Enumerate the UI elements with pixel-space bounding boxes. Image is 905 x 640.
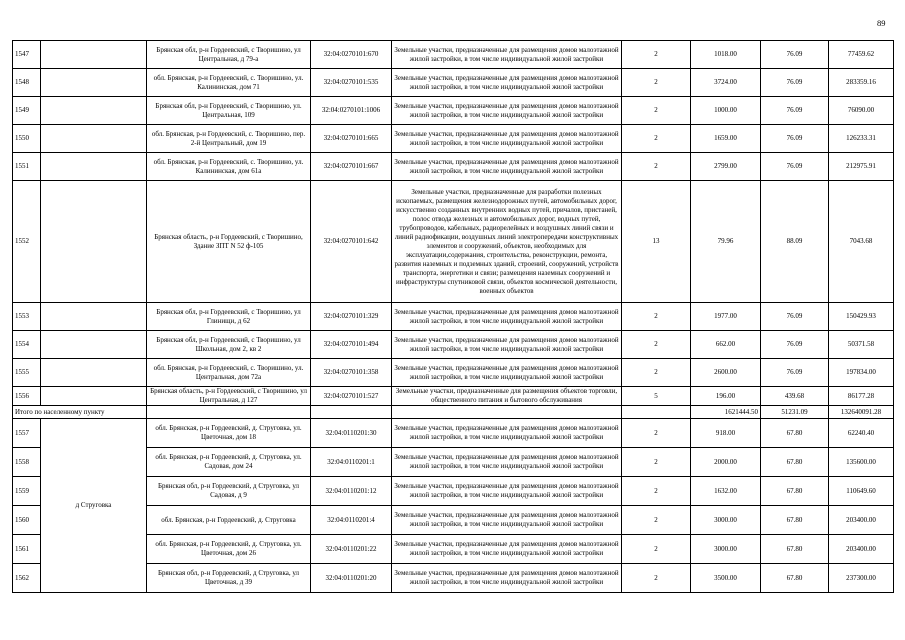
land-registry-table bbox=[12, 40, 894, 593]
settlement-cell bbox=[41, 69, 147, 97]
cadastral-value-cell: 7043.68 bbox=[829, 181, 894, 303]
area-cell: 196.00 bbox=[691, 387, 761, 406]
row-number-cell: 1555 bbox=[13, 359, 41, 387]
address-cell: Брянская область, р-н Гордеевский, с Творишино, ул Центральная, д 127 bbox=[147, 387, 311, 406]
rate-cell: 76.09 bbox=[761, 41, 829, 69]
address-cell: Брянская область, р-н Гордеевский, с Творишино, Здание ЗПТ N 52 ф-105 bbox=[147, 181, 311, 303]
area-cell: 2000.00 bbox=[691, 448, 761, 477]
table-row bbox=[13, 125, 894, 153]
cadastral-value-cell: 197834.00 bbox=[829, 359, 894, 387]
address-cell: Брянская обл, р-н Гордеевский, с Творишино, ул Школьная, дом 2, кв 2 bbox=[147, 331, 311, 359]
cadastral-value-cell: 212975.91 bbox=[829, 153, 894, 181]
land-use-cell: Земельные участки, предназначенные для размещения домов малоэтажной жилой застройки, в том числе индивидуальной жилой застройки bbox=[392, 448, 622, 477]
group-cell: 2 bbox=[622, 69, 691, 97]
cadastral-value-cell: 86177.28 bbox=[829, 387, 894, 406]
empty-cell bbox=[147, 406, 311, 419]
row-number-cell: 1561 bbox=[13, 535, 41, 564]
settlement-cell bbox=[41, 181, 147, 303]
address-cell: Брянская обл, р-н Гордеевский, с Творишино, ул Глинищи, д 62 bbox=[147, 303, 311, 331]
area-cell: 2799.00 bbox=[691, 153, 761, 181]
land-use-cell: Земельные участки, предназначенные для размещения домов малоэтажной жилой застройки, в том числе индивидуальной жилой застройки bbox=[392, 477, 622, 506]
rate-cell: 439.68 bbox=[761, 387, 829, 406]
land-use-cell: Земельные участки, предназначенные для размещения домов малоэтажной жилой застройки, в том числе индивидуальной жилой застройки bbox=[392, 535, 622, 564]
empty-cell bbox=[622, 406, 691, 419]
cadastral-value-cell: 76090.00 bbox=[829, 97, 894, 125]
subtotal-label-cell: Итого по населенному пункту bbox=[13, 406, 147, 419]
row-number-cell: 1551 bbox=[13, 153, 41, 181]
rate-cell: 67.80 bbox=[761, 448, 829, 477]
area-cell: 3724.00 bbox=[691, 69, 761, 97]
address-cell: обл. Брянская, р-н Гордеевский, с. Творишино, ул. Центральная, дом 72а bbox=[147, 359, 311, 387]
land-use-cell: Земельные участки, предназначенные для размещения домов малоэтажной жилой застройки, в том числе индивидуальной жилой застройки bbox=[392, 331, 622, 359]
row-number-cell: 1558 bbox=[13, 448, 41, 477]
row-number-cell: 1562 bbox=[13, 564, 41, 593]
row-number-cell: 1560 bbox=[13, 506, 41, 535]
address-cell: обл. Брянская, р-н Гордеевский, с. Творишино, ул. Калининская, дом 61а bbox=[147, 153, 311, 181]
table-row bbox=[13, 41, 894, 69]
land-use-cell: Земельные участки, предназначенные для размещения домов малоэтажной жилой застройки, в том числе индивидуальной жилой застройки bbox=[392, 125, 622, 153]
cadastral-value-cell: 126233.31 bbox=[829, 125, 894, 153]
land-use-cell: Земельные участки, предназначенные для размещения домов малоэтажной жилой застройки, в том числе индивидуальной жилой застройки bbox=[392, 303, 622, 331]
page-number: 89 bbox=[877, 18, 886, 28]
cadastral-number-cell: 32:04:0270101:642 bbox=[311, 181, 392, 303]
group-cell: 2 bbox=[622, 125, 691, 153]
rate-cell: 67.80 bbox=[761, 419, 829, 448]
cadastral-number-cell: 32:04:0110201:4 bbox=[311, 506, 392, 535]
rate-cell: 76.09 bbox=[761, 97, 829, 125]
area-cell: 2600.00 bbox=[691, 359, 761, 387]
row-number-cell: 1552 bbox=[13, 181, 41, 303]
land-use-cell: Земельные участки, предназначенные для размещения домов малоэтажной жилой застройки, в том числе индивидуальной жилой застройки bbox=[392, 506, 622, 535]
rate-cell: 67.80 bbox=[761, 477, 829, 506]
subtotal-value-cell: 132640091.28 bbox=[829, 406, 894, 419]
address-cell: Брянская обл, р-н Гордеевский, с Творишино, ул. Центральная, 109 bbox=[147, 97, 311, 125]
land-use-cell: Земельные участки, предназначенные для размещения домов малоэтажной жилой застройки, в том числе индивидуальной жилой застройки bbox=[392, 41, 622, 69]
address-cell: Брянская обл, р-н Гордеевский, с Творишино, ул Центральная, д 79-а bbox=[147, 41, 311, 69]
table-row bbox=[13, 359, 894, 387]
settlement-cell bbox=[41, 387, 147, 406]
table-row bbox=[13, 97, 894, 125]
group-cell: 5 bbox=[622, 387, 691, 406]
land-use-cell: Земельные участки, предназначенные для размещения домов малоэтажной жилой застройки, в том числе индивидуальной жилой застройки bbox=[392, 419, 622, 448]
address-cell: обл. Брянская, р-н Гордеевский, д. Струговка bbox=[147, 506, 311, 535]
row-number-cell: 1554 bbox=[13, 331, 41, 359]
settlement-cell bbox=[41, 303, 147, 331]
cadastral-value-cell: 62240.40 bbox=[829, 419, 894, 448]
cadastral-number-cell: 32:04:0270101:358 bbox=[311, 359, 392, 387]
settlement-cell bbox=[41, 153, 147, 181]
address-cell: обл. Брянская, р-н Гордеевский, д. Струговка, ул. Цветочная, дом 26 bbox=[147, 535, 311, 564]
land-use-cell: Земельные участки, предназначенные для размещения объектов торговли, общественного питания и бытового обслуживания bbox=[392, 387, 622, 406]
cadastral-number-cell: 32:04:0270101:527 bbox=[311, 387, 392, 406]
table-row bbox=[13, 331, 894, 359]
settlement-cell bbox=[41, 331, 147, 359]
area-cell: 918.00 bbox=[691, 419, 761, 448]
row-number-cell: 1548 bbox=[13, 69, 41, 97]
table-row bbox=[13, 181, 894, 303]
cadastral-number-cell: 32:04:0270101:670 bbox=[311, 41, 392, 69]
land-use-cell: Земельные участки, предназначенные для разработки полезных ископаемых, размещения железнодорожных путей, автомобильных дорог, искусственно созданных внутренних водных путей, причалов, пристаней, полос отвода железных и автомобильных дорог, водных путей, трубопроводов, кабельных, радиорелейных и воздушных линий связи и линий радиофикации, воздушных линий электропередачи конструктивных элементов и сооружений, объектов, необходимых для эксплуатации,содержания, строительства, реконструкции, ремонта, развития наземных и подземных зданий, строений, сооружений, устройств транспорта, энергетики и связи; размещения наземных сооружений и инфраструктуры спутниковой связи, объектов космической деятельности, военных объектов bbox=[392, 181, 622, 303]
cadastral-value-cell: 110649.60 bbox=[829, 477, 894, 506]
cadastral-value-cell: 203400.00 bbox=[829, 535, 894, 564]
group-cell: 2 bbox=[622, 535, 691, 564]
address-cell: обл. Брянская, р-н Гордеевский, д. Струговка, ул. Цветочная, дом 18 bbox=[147, 419, 311, 448]
area-cell: 3000.00 bbox=[691, 506, 761, 535]
row-number-cell: 1556 bbox=[13, 387, 41, 406]
cadastral-value-cell: 150429.93 bbox=[829, 303, 894, 331]
settlement-cell bbox=[41, 359, 147, 387]
address-cell: Брянская обл, р-н Гордеевский, д Струговка, ул Садовая, д 9 bbox=[147, 477, 311, 506]
address-cell: Брянская обл, р-н Гордеевский, д Струговка, ул Цветочная, д 39 bbox=[147, 564, 311, 593]
area-cell: 1659.00 bbox=[691, 125, 761, 153]
settlement-cell bbox=[41, 125, 147, 153]
subtotal-area-cell: 1621444.50 bbox=[691, 406, 761, 419]
cadastral-number-cell: 32:04:0270101:667 bbox=[311, 153, 392, 181]
address-cell: обл. Брянская, р-н Гордеевский, д. Струговка, ул. Садовая, дом 24 bbox=[147, 448, 311, 477]
rate-cell: 76.09 bbox=[761, 331, 829, 359]
cadastral-number-cell: 32:04:0270101:329 bbox=[311, 303, 392, 331]
rate-cell: 76.09 bbox=[761, 303, 829, 331]
row-number-cell: 1557 bbox=[13, 419, 41, 448]
cadastral-value-cell: 135600.00 bbox=[829, 448, 894, 477]
group-cell: 2 bbox=[622, 419, 691, 448]
cadastral-number-cell: 32:04:0270101:1006 bbox=[311, 97, 392, 125]
group-cell: 2 bbox=[622, 331, 691, 359]
rate-cell: 88.09 bbox=[761, 181, 829, 303]
cadastral-number-cell: 32:04:0270101:494 bbox=[311, 331, 392, 359]
cadastral-value-cell: 77459.62 bbox=[829, 41, 894, 69]
cadastral-value-cell: 237300.00 bbox=[829, 564, 894, 593]
area-cell: 1632.00 bbox=[691, 477, 761, 506]
rate-cell: 67.80 bbox=[761, 535, 829, 564]
address-cell: обл. Брянская, р-н Гордеевский, с. Творишино, ул. Калининская, дом 71 bbox=[147, 69, 311, 97]
group-cell: 2 bbox=[622, 359, 691, 387]
row-number-cell: 1553 bbox=[13, 303, 41, 331]
group-cell: 2 bbox=[622, 97, 691, 125]
row-number-cell: 1550 bbox=[13, 125, 41, 153]
settlement-name-cell: д Струговка bbox=[41, 419, 147, 593]
subtotal-row bbox=[13, 406, 894, 419]
table-row bbox=[13, 387, 894, 406]
empty-cell bbox=[392, 406, 622, 419]
area-cell: 1018.00 bbox=[691, 41, 761, 69]
rate-cell: 67.80 bbox=[761, 564, 829, 593]
land-use-cell: Земельные участки, предназначенные для размещения домов малоэтажной жилой застройки, в том числе индивидуальной жилой застройки bbox=[392, 359, 622, 387]
group-cell: 2 bbox=[622, 303, 691, 331]
group-cell: 2 bbox=[622, 564, 691, 593]
cadastral-number-cell: 32:04:0110201:1 bbox=[311, 448, 392, 477]
area-cell: 1000.00 bbox=[691, 97, 761, 125]
area-cell: 79.96 bbox=[691, 181, 761, 303]
table-row bbox=[13, 69, 894, 97]
cadastral-number-cell: 32:04:0110201:20 bbox=[311, 564, 392, 593]
land-use-cell: Земельные участки, предназначенные для размещения домов малоэтажной жилой застройки, в том числе индивидуальной жилой застройки bbox=[392, 564, 622, 593]
table-row bbox=[13, 419, 894, 448]
settlement-cell bbox=[41, 41, 147, 69]
rate-cell: 76.09 bbox=[761, 359, 829, 387]
row-number-cell: 1559 bbox=[13, 477, 41, 506]
cadastral-value-cell: 50371.58 bbox=[829, 331, 894, 359]
group-cell: 2 bbox=[622, 477, 691, 506]
cadastral-value-cell: 283359.16 bbox=[829, 69, 894, 97]
cadastral-number-cell: 32:04:0110201:30 bbox=[311, 419, 392, 448]
cadastral-number-cell: 32:04:0110201:22 bbox=[311, 535, 392, 564]
cadastral-number-cell: 32:04:0110201:12 bbox=[311, 477, 392, 506]
group-cell: 2 bbox=[622, 153, 691, 181]
land-use-cell: Земельные участки, предназначенные для размещения домов малоэтажной жилой застройки, в том числе индивидуальной жилой застройки bbox=[392, 153, 622, 181]
table-body bbox=[13, 41, 894, 593]
rate-cell: 76.09 bbox=[761, 153, 829, 181]
area-cell: 3000.00 bbox=[691, 535, 761, 564]
cadastral-value-cell: 203400.00 bbox=[829, 506, 894, 535]
rate-cell: 67.80 bbox=[761, 506, 829, 535]
settlement-cell bbox=[41, 97, 147, 125]
rate-cell: 76.09 bbox=[761, 69, 829, 97]
table-row bbox=[13, 303, 894, 331]
group-cell: 2 bbox=[622, 506, 691, 535]
cadastral-number-cell: 32:04:0270101:665 bbox=[311, 125, 392, 153]
address-cell: обл. Брянская, р-н Гордеевский, с. Творишино, пер. 2-й Центральный, дом 19 bbox=[147, 125, 311, 153]
subtotal-rate-cell: 51231.09 bbox=[761, 406, 829, 419]
table-row bbox=[13, 153, 894, 181]
rate-cell: 76.09 bbox=[761, 125, 829, 153]
area-cell: 3500.00 bbox=[691, 564, 761, 593]
cadastral-number-cell: 32:04:0270101:535 bbox=[311, 69, 392, 97]
group-cell: 2 bbox=[622, 448, 691, 477]
row-number-cell: 1547 bbox=[13, 41, 41, 69]
land-use-cell: Земельные участки, предназначенные для размещения домов малоэтажной жилой застройки, в том числе индивидуальной жилой застройки bbox=[392, 97, 622, 125]
area-cell: 662.00 bbox=[691, 331, 761, 359]
row-number-cell: 1549 bbox=[13, 97, 41, 125]
group-cell: 13 bbox=[622, 181, 691, 303]
area-cell: 1977.00 bbox=[691, 303, 761, 331]
land-use-cell: Земельные участки, предназначенные для размещения домов малоэтажной жилой застройки, в том числе индивидуальной жилой застройки bbox=[392, 69, 622, 97]
group-cell: 2 bbox=[622, 41, 691, 69]
empty-cell bbox=[311, 406, 392, 419]
